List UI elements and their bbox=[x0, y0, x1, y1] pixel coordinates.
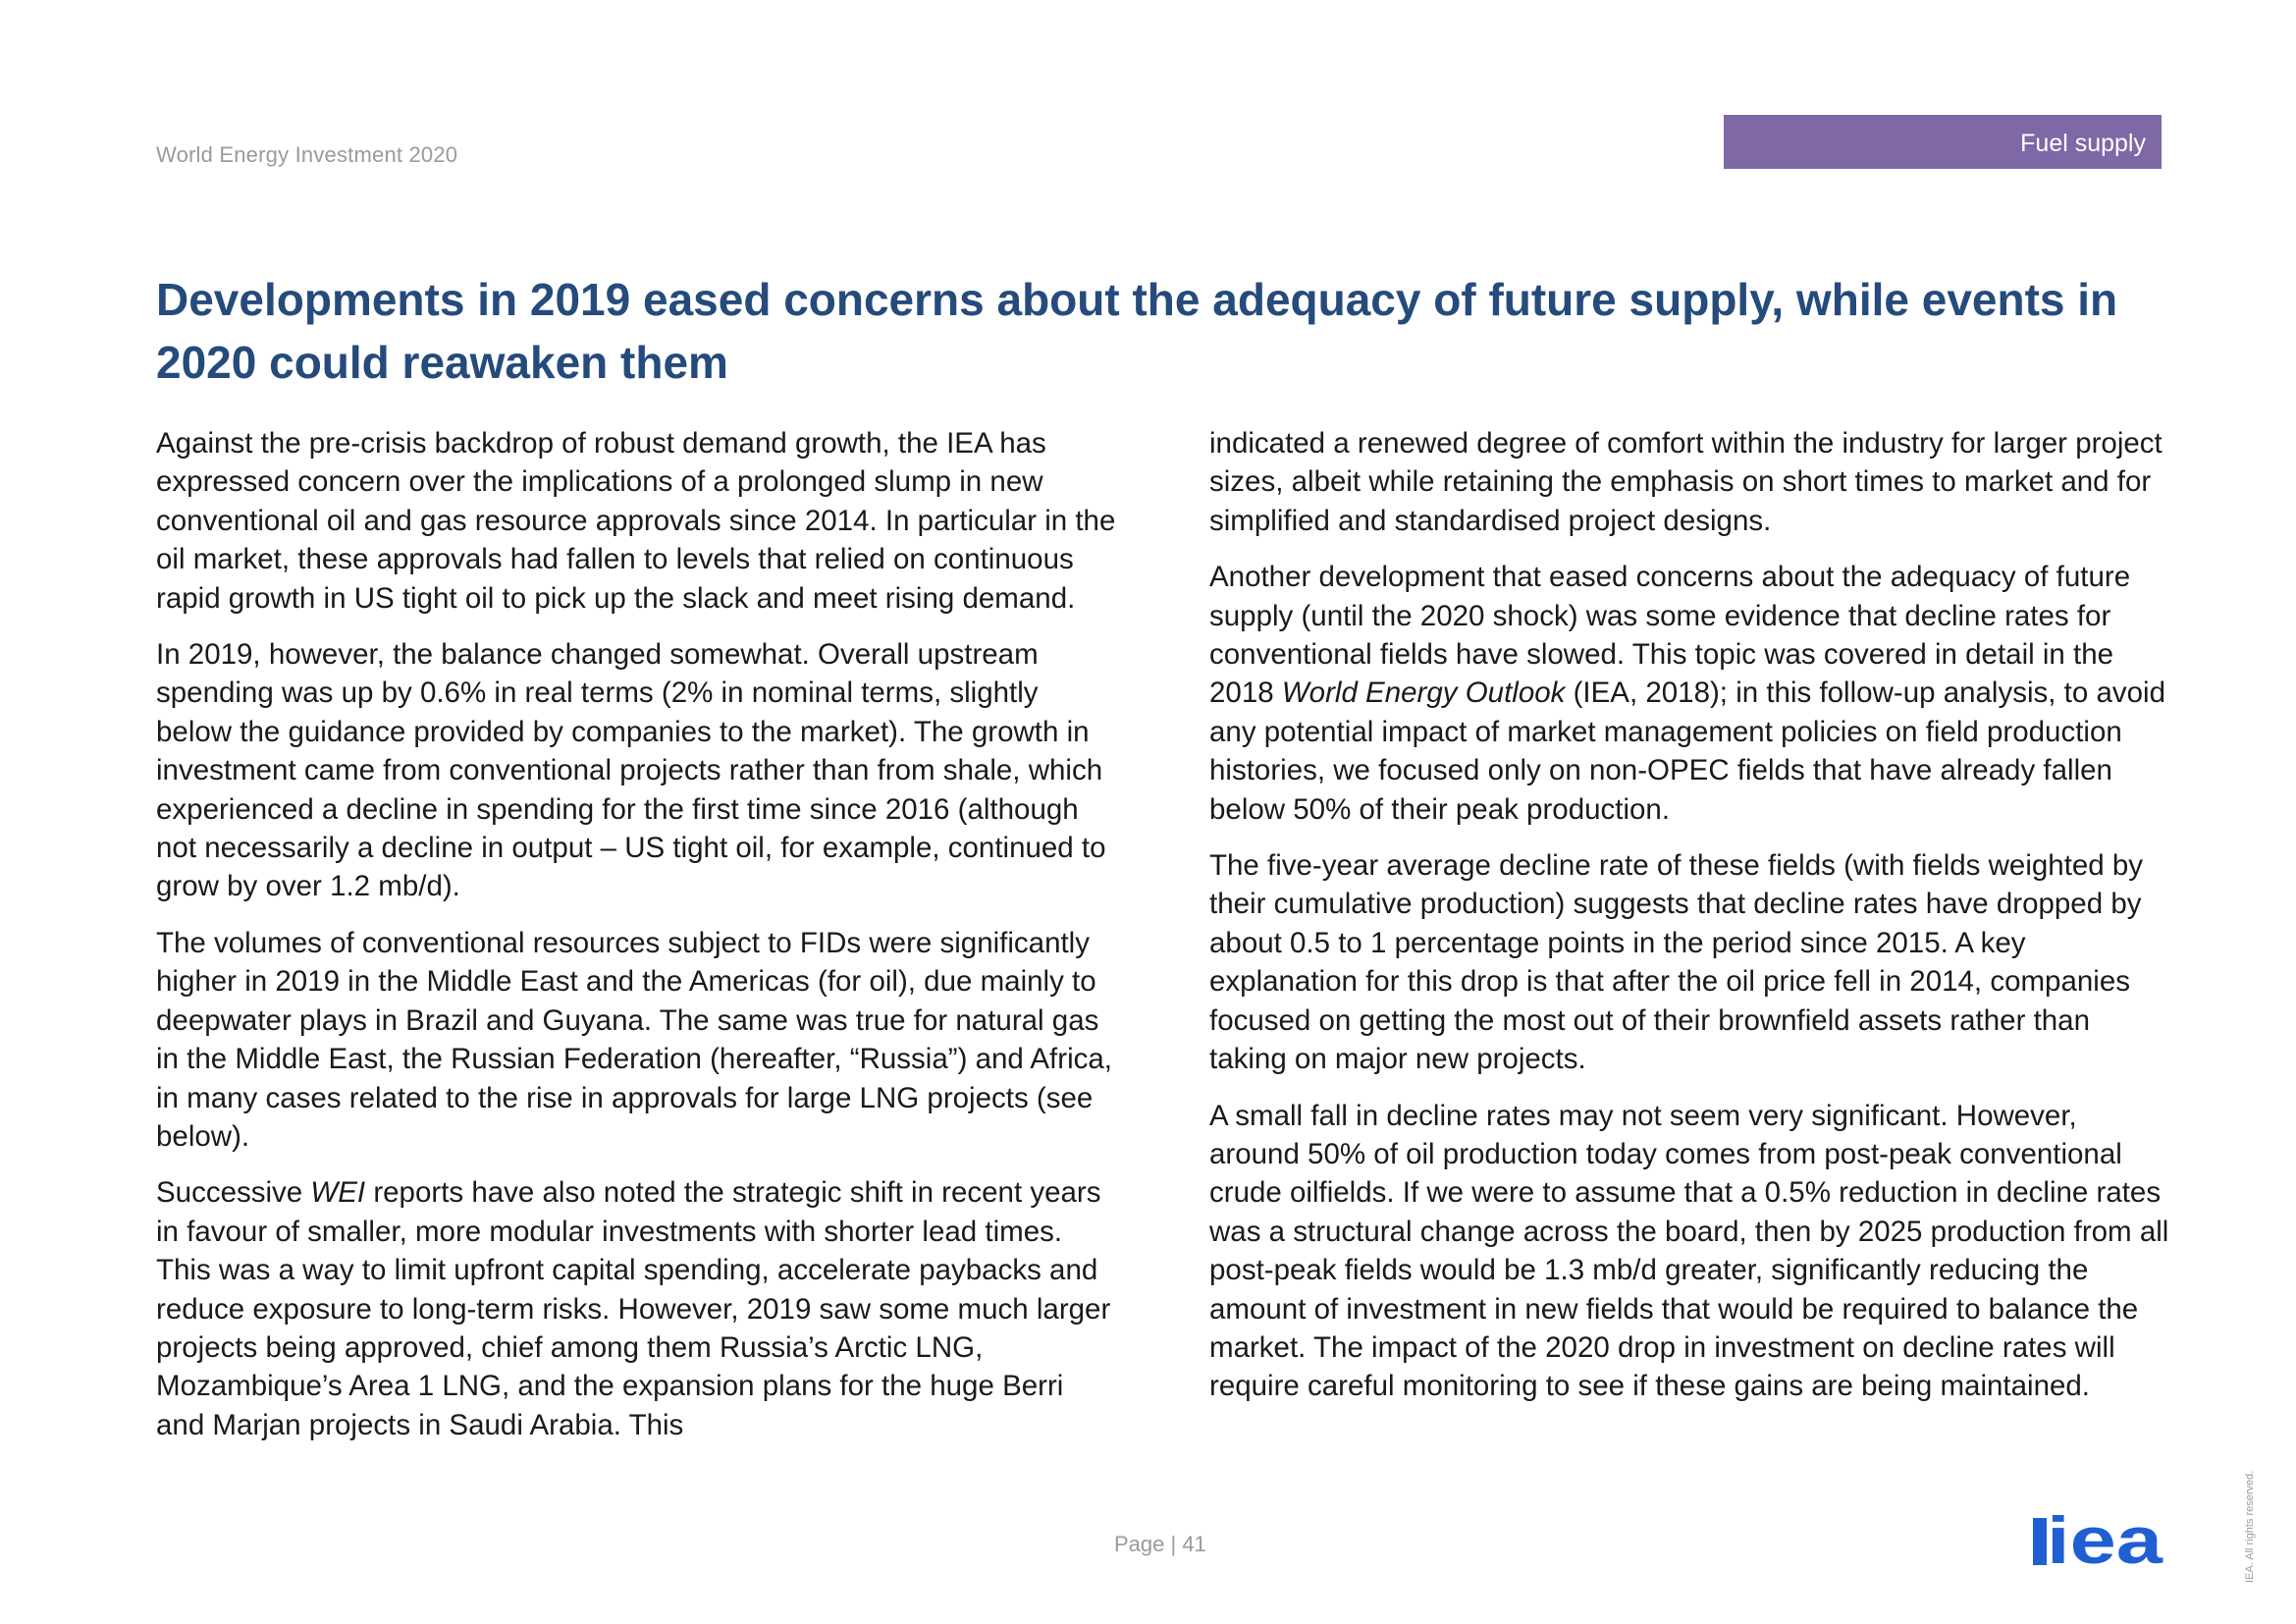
paragraph: The five-year average decline rate of these fields (with fields weighted by their cumulative production) suggests that decline rates have dropped by about 0.5 to 1 percentage points in the period since 2015. A key explanation for this drop is that after the oil price fell in 2014, companies focused on getting the most out of their brownfield assets rather than taking on major new projects. bbox=[1209, 849, 2144, 1076]
left-column bbox=[156, 424, 1118, 1462]
publication-reference: World Energy Outlook bbox=[1281, 677, 1566, 710]
paragraph-text: Successive bbox=[156, 1176, 311, 1210]
running-header: World Energy Investment 2020 bbox=[156, 142, 458, 167]
paragraph: Against the pre-crisis backdrop of robust demand growth, the IEA has expressed concern over the implications of a prolonged slump in new conventional oil and gas resource approvals since 2014. In particular in the oil market, these approvals had fallen to levels that relied on continuous rapid growth in US tight oil to pick up the slack and meet rising demand. bbox=[156, 427, 1116, 615]
rights-notice: IEA. All rights reserved. bbox=[2244, 1470, 2256, 1583]
iea-logo-text: iea bbox=[2047, 1508, 2164, 1565]
page-title: Developments in 2019 eased concerns about the adequacy of future supply, while events in 2020 could reawaken them bbox=[156, 274, 2118, 388]
paragraph-text: reports have also noted the strategic shift in recent years in favour of smaller, more modular investments with shorter lead times. This was a way to limit upfront capital spending, accelerate paybacks and reduce exposure to long-term risks. However, 2019 saw some much larger projects being approved, chief among them Russia’s Arctic LNG, Mozambique’s Area 1 LNG, and the expansion plans for the huge Berri and Marjan projects in Saudi Arabia. This bbox=[156, 1176, 1111, 1441]
paragraph: In 2019, however, the balance changed somewhat. Overall upstream spending was up by 0.6% in real terms (2% in nominal terms, slightly below the guidance provided by companies to the market). The growth in investment came from conventional projects rather than from shale, which experienced a decline in spending for the first time since 2016 (although not necessarily a decline in output – US tight oil, for example, continued to grow by over 1.2 mb/d). bbox=[156, 638, 1106, 903]
section-tab: Fuel supply bbox=[1724, 115, 2162, 169]
paragraph-text: (IEA, 2018); in this follow-up analysis, to avoid any potential impact of market management policies on field production histories, we focused only on non-OPEC fields that have already fallen below 50% of their peak production. bbox=[1209, 677, 2165, 826]
paragraph: The volumes of conventional resources subject to FIDs were significantly higher in 2019 in the Middle East and the Americas (for oil), due mainly to deepwater plays in Brazil and Guyana. The same was true for natural gas in the Middle East, the Russian Federation (hereafter, “Russia”) and Africa, in many cases related to the rise in approvals for large LNG projects (see below). bbox=[156, 926, 1112, 1153]
page-number: Page | 41 bbox=[1114, 1532, 1206, 1556]
paragraph bbox=[1209, 558, 2171, 829]
paragraph: indicated a renewed degree of comfort within the industry for larger project sizes, albeit while retaining the emphasis on short times to market and for simplified and standardised project designs. bbox=[1209, 427, 2163, 537]
right-column bbox=[1209, 424, 2171, 1424]
paragraph bbox=[156, 1173, 1118, 1444]
iea-logo bbox=[2033, 1508, 2164, 1565]
paragraph-text: Another development that eased concerns about the adequacy of future supply (until the 2020 shock) was some evidence that decline rates for conventional fields have slowed. This topic was covered in detail in the 2018 bbox=[1209, 561, 2131, 710]
paragraph: A small fall in decline rates may not seem very significant. However, around 50% of oil production today comes from post-peak conventional crude oilfields. If we were to assume that a 0.5% reduction in decline rates was a structural change across the board, then by 2025 production from all post-peak fields would be 1.3 mb/d greater, significantly reducing the amount of investment in new fields that would be required to balance the market. The impact of the 2020 drop in investment on decline rates will require careful monitoring to see if these gains are being maintained. bbox=[1209, 1099, 2169, 1403]
publication-reference: WEI bbox=[310, 1176, 366, 1210]
